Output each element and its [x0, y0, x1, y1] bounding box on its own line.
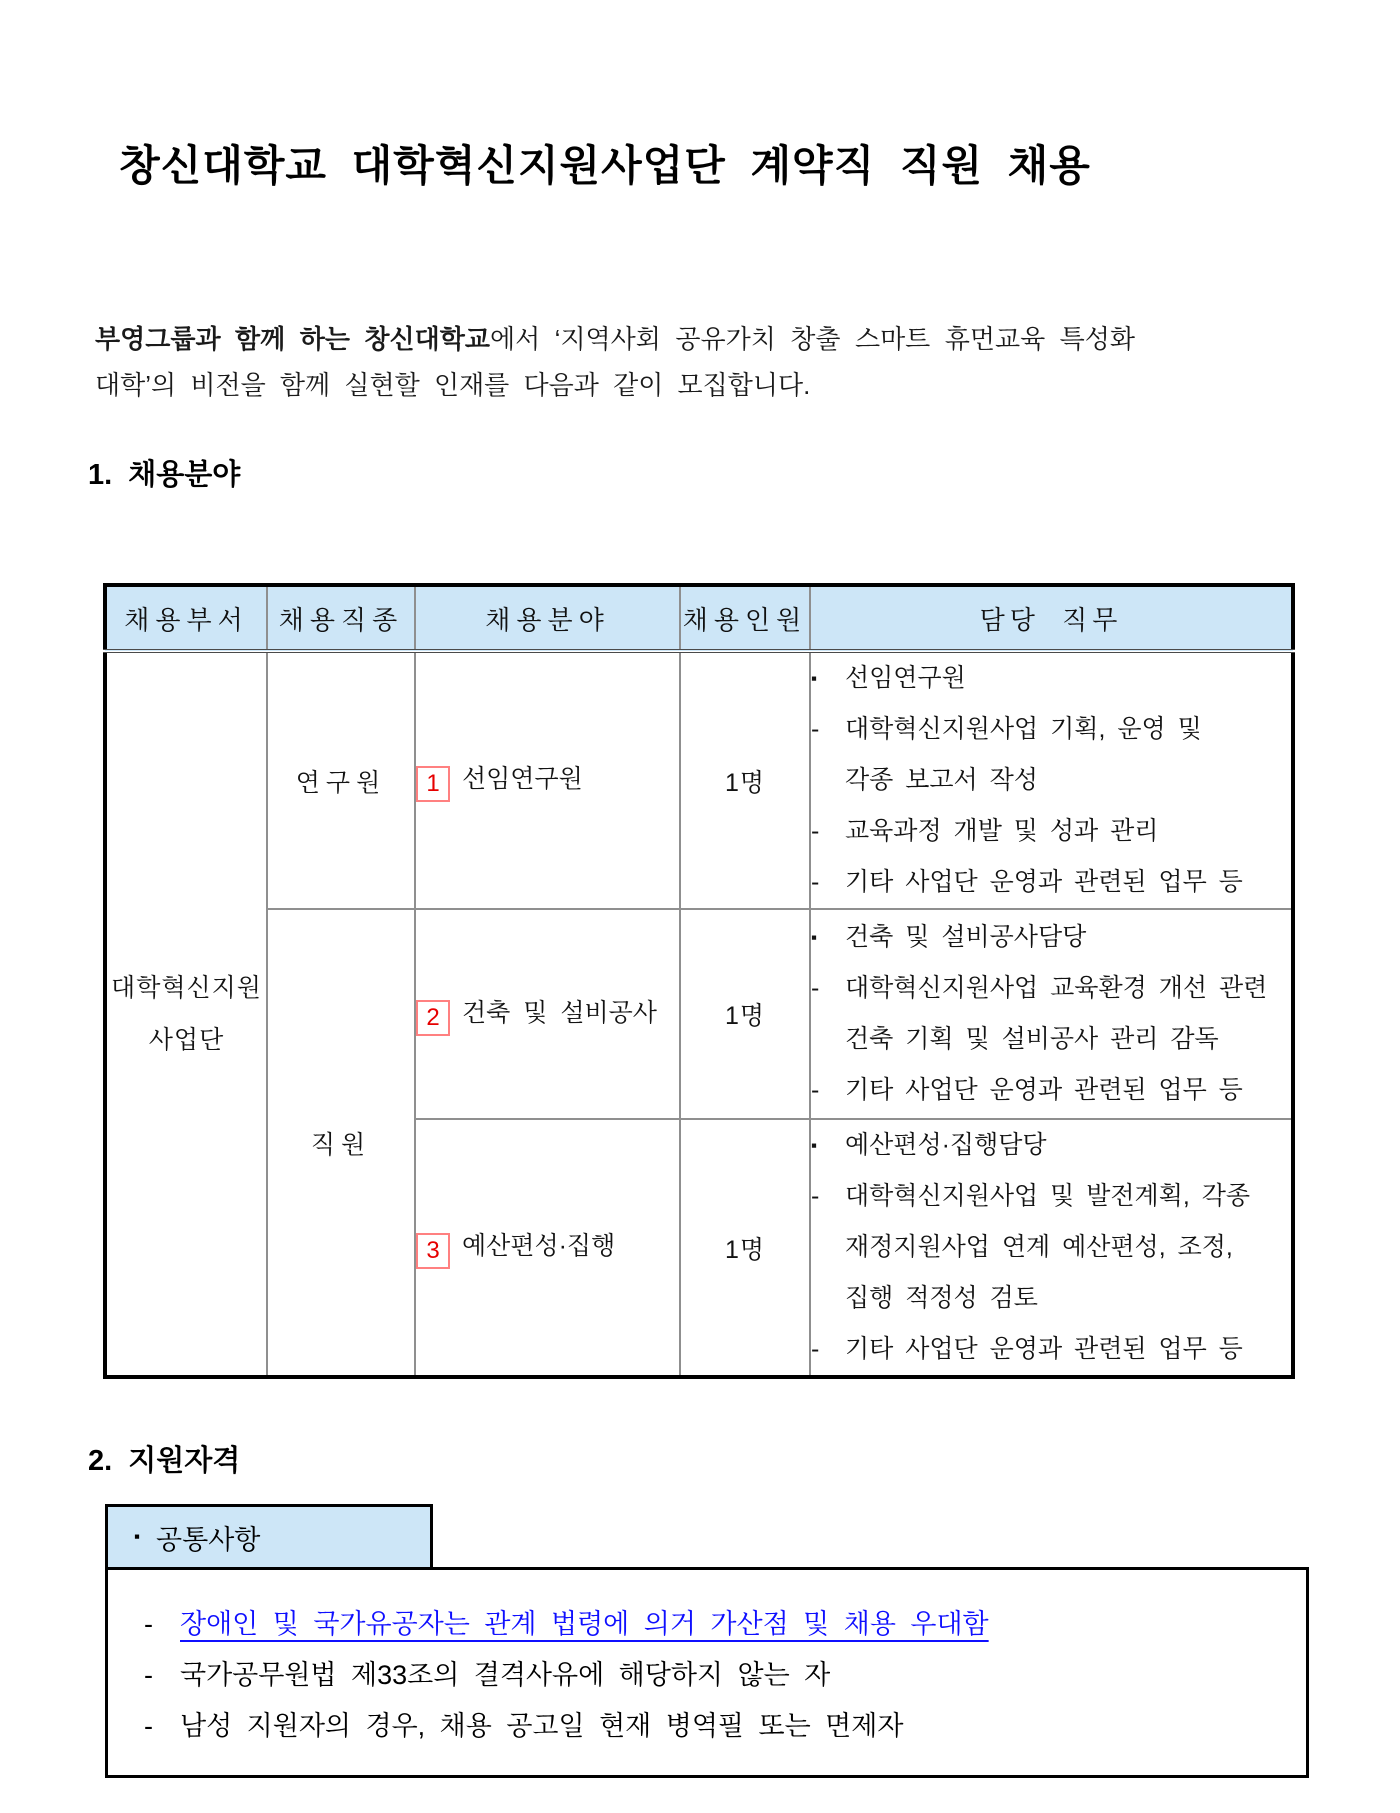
duty-text: 예산편성·집행담당 — [845, 1131, 1047, 1159]
intro-bold-text: 부영그룹과 함께 하는 창신대학교 — [95, 324, 490, 354]
duty-text: 건축 기획 및 설비공사 관리 감독 — [845, 1025, 1219, 1053]
header-headcount: 채용인원 — [680, 585, 810, 651]
square-bullet-icon: ▪ — [811, 928, 818, 947]
duty-line — [811, 755, 1291, 806]
job-type-cell: 연구원 — [267, 651, 415, 909]
field-cell — [415, 651, 680, 909]
header-field: 채용분야 — [415, 585, 680, 651]
duty-line — [811, 1171, 1291, 1222]
indent-spacer — [811, 1273, 845, 1324]
duty-text: 교육과정 개발 및 성과 관리 — [845, 817, 1159, 845]
intro-paragraph — [95, 316, 1135, 408]
duty-line — [811, 857, 1291, 908]
dash-bullet: - — [811, 1076, 820, 1104]
requirement-line — [108, 1650, 1306, 1701]
intro-line-1 — [95, 316, 1135, 362]
duties-cell — [810, 651, 1293, 909]
department-line-1: 대학혁신지원 — [111, 974, 262, 1002]
field-name: 선임연구원 — [462, 765, 583, 793]
tab-label: 공통사항 — [156, 1524, 261, 1555]
field-number-badge: 1 — [416, 766, 450, 802]
requirement-line — [108, 1599, 1306, 1650]
header-department: 채용부서 — [105, 585, 267, 651]
recruitment-table — [103, 583, 1295, 1379]
duty-text: 각종 보고서 작성 — [845, 766, 1038, 794]
duty-line — [811, 1065, 1291, 1116]
intro-regular-text: 에서 ‘지역사회 공유가치 창출 스마트 휴먼교육 특성화 — [489, 324, 1136, 354]
square-bullet-icon: ▪ — [134, 1527, 141, 1546]
field-name: 건축 및 설비공사 — [462, 998, 657, 1027]
dash-bullet: - — [811, 715, 820, 743]
header-job-type: 채용직종 — [267, 585, 415, 651]
requirement-text: 남성 지원자의 경우, 채용 공고일 현재 병역필 또는 면제자 — [180, 1711, 904, 1741]
dash-bullet: - — [811, 1182, 820, 1210]
duty-line — [811, 912, 1291, 963]
duty-line — [811, 1120, 1291, 1171]
dash-bullet: - — [811, 868, 820, 896]
preferential-treatment-link[interactable]: 장애인 및 국가유공자는 관계 법령에 의거 가산점 및 채용 우대함 — [180, 1609, 989, 1639]
field-name: 예산편성·집행 — [462, 1232, 616, 1260]
common-requirements-tab — [105, 1504, 433, 1570]
duty-line — [811, 653, 1291, 704]
headcount-cell: 1명 — [680, 1119, 810, 1377]
section-heading-recruit-fields: 1. 채용분야 — [88, 459, 241, 491]
page-title: 창신대학교 대학혁신지원사업단 계약직 직원 채용 — [119, 142, 1091, 189]
duty-text: 집행 적정성 검토 — [845, 1284, 1038, 1312]
square-bullet-icon: ▪ — [811, 1136, 818, 1155]
duties-cell — [810, 1119, 1293, 1377]
dash-bullet: - — [811, 974, 820, 1002]
section-heading-qualifications: 2. 지원자격 — [88, 1445, 241, 1477]
duty-text: 기타 사업단 운영과 관련된 업무 등 — [845, 868, 1243, 896]
duty-line — [811, 704, 1291, 755]
header-duties: 담당 직무 — [810, 585, 1293, 651]
field-cell — [415, 909, 680, 1119]
duty-line — [811, 963, 1291, 1014]
dash-bullet: - — [811, 1335, 820, 1363]
square-bullet-icon: ▪ — [811, 669, 818, 688]
job-type-cell: 직원 — [267, 909, 415, 1377]
duty-line — [811, 1222, 1291, 1273]
field-number-badge: 3 — [416, 1233, 450, 1269]
duty-line — [811, 1273, 1291, 1324]
dash-bullet: - — [144, 1660, 153, 1690]
duty-text: 대학혁신지원사업 교육환경 개선 관련 — [845, 974, 1268, 1002]
duty-text: 건축 및 설비공사담당 — [845, 923, 1087, 951]
indent-spacer — [811, 1222, 845, 1273]
dash-bullet: - — [144, 1609, 153, 1639]
intro-line-2: 대학’의 비전을 함께 실현할 인재를 다음과 같이 모집합니다. — [95, 370, 811, 400]
common-requirements-box — [105, 1567, 1309, 1778]
dash-bullet: - — [811, 817, 820, 845]
field-number-badge: 2 — [416, 1000, 450, 1036]
table-header-row — [105, 585, 1293, 651]
duties-cell — [810, 909, 1293, 1119]
indent-spacer — [811, 755, 845, 806]
duty-text: 대학혁신지원사업 기획, 운영 및 — [845, 715, 1202, 743]
headcount-cell: 1명 — [680, 651, 810, 909]
duty-text: 기타 사업단 운영과 관련된 업무 등 — [845, 1076, 1243, 1104]
duty-text: 기타 사업단 운영과 관련된 업무 등 — [845, 1335, 1243, 1363]
duty-line — [811, 806, 1291, 857]
table-row — [105, 909, 1293, 1119]
duty-text: 선임연구원 — [845, 664, 966, 692]
table-row — [105, 651, 1293, 909]
indent-spacer — [811, 1014, 845, 1065]
duty-line — [811, 1014, 1291, 1065]
requirement-line — [108, 1701, 1306, 1752]
dash-bullet: - — [144, 1711, 153, 1741]
requirement-text: 국가공무원법 제33조의 결격사유에 해당하지 않는 자 — [180, 1660, 831, 1690]
duty-line — [811, 1324, 1291, 1375]
headcount-cell: 1명 — [680, 909, 810, 1119]
department-line-2: 사업단 — [148, 1026, 225, 1054]
duty-text: 대학혁신지원사업 및 발전계획, 각종 — [845, 1182, 1251, 1210]
duty-text: 재정지원사업 연계 예산편성, 조정, — [845, 1233, 1233, 1261]
department-cell — [105, 651, 267, 1377]
field-cell — [415, 1119, 680, 1377]
